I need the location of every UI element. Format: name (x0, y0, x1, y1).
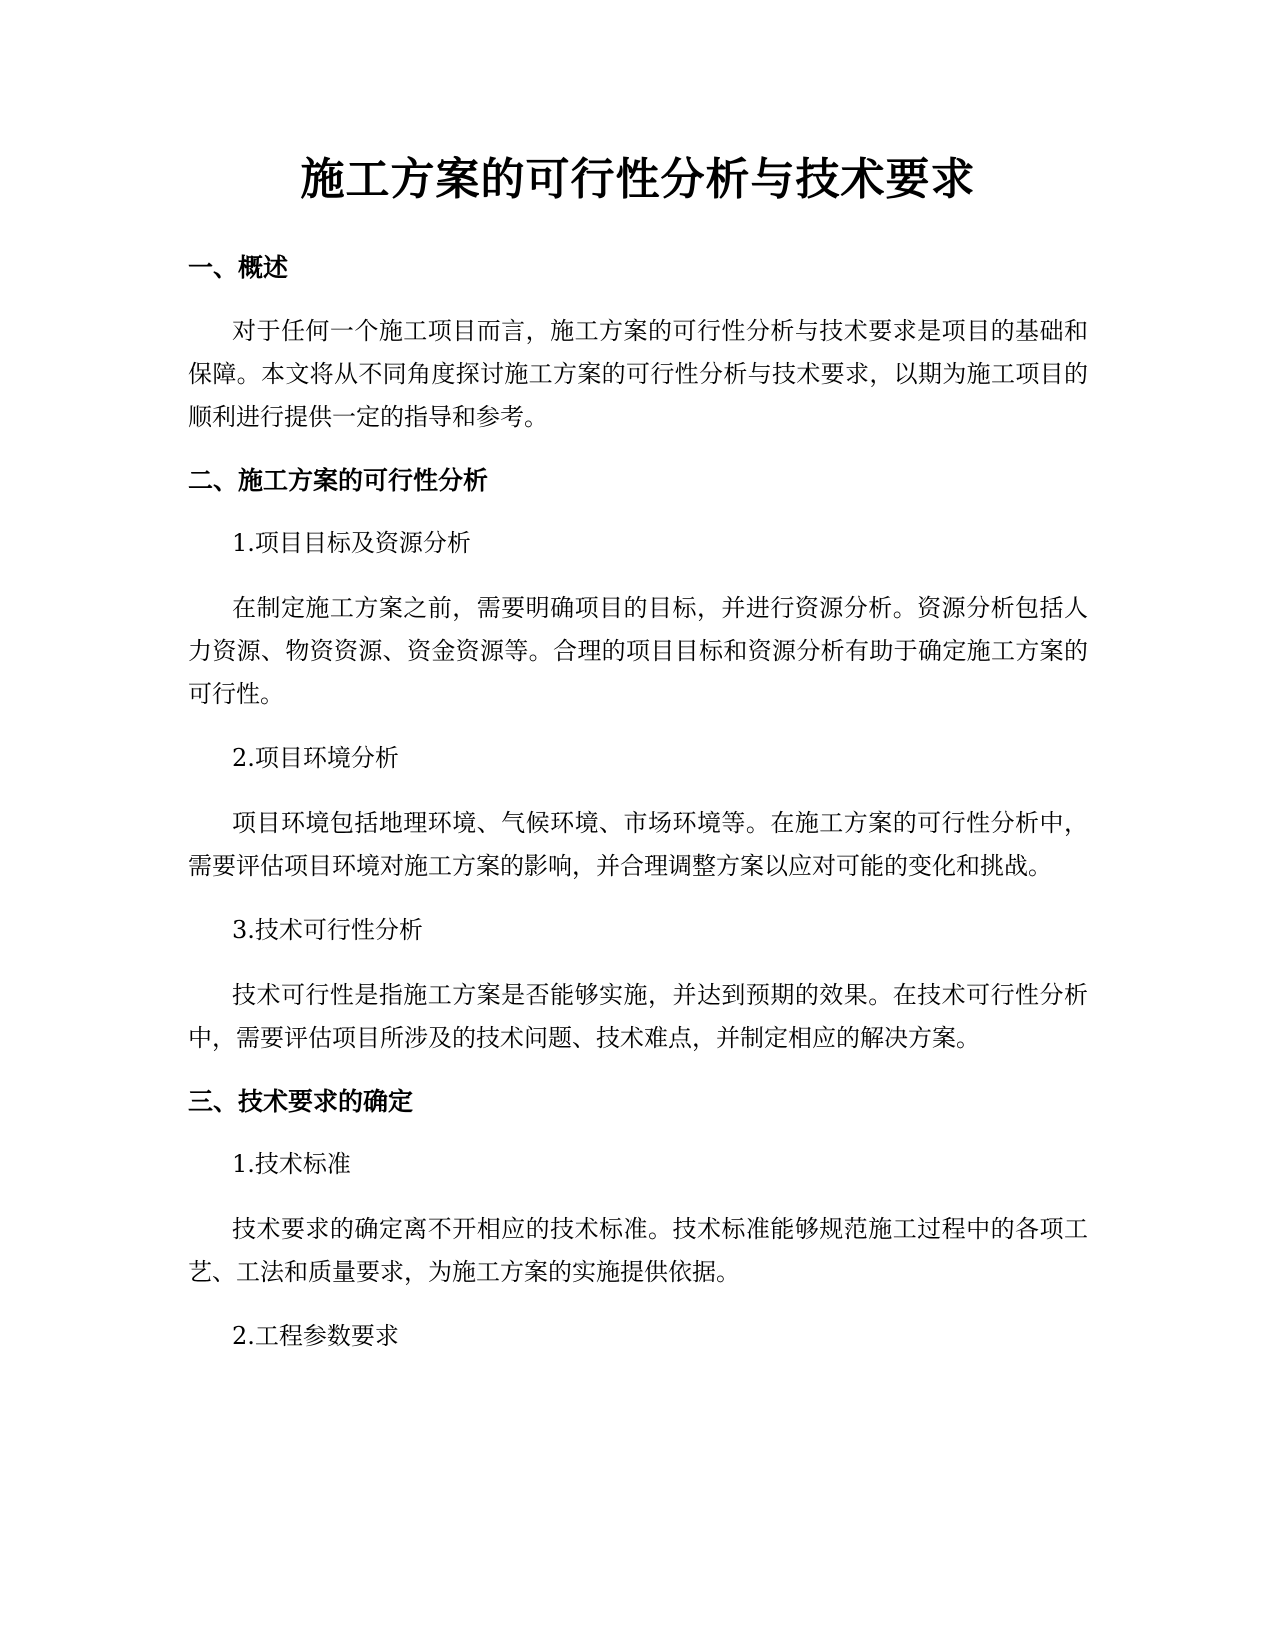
subsection-text-goals-resources: 在制定施工方案之前，需要明确项目的目标，并进行资源分析。资源分析包括人力资源、物资资源、资金资源等。合理的项目目标和资源分析有助于确定施工方案的可行性。 (188, 594, 1088, 708)
subsection-title-technical-feasibility: 3.技术可行性分析 (232, 916, 423, 944)
document-title: 施工方案的可行性分析与技术要求 (300, 154, 976, 205)
subsection-title-environment: 2.项目环境分析 (232, 744, 399, 772)
subsection-text-environment: 项目环境包括地理环境、气候环境、市场环境等。在施工方案的可行性分析中，需要评估项目环境对施工方案的影响，并合理调整方案以应对可能的变化和挑战。 (188, 809, 1088, 880)
section-heading-feasibility: 二、施工方案的可行性分析 (188, 466, 489, 495)
document-content (188, 150, 1088, 1380)
section-heading-overview: 一、概述 (188, 253, 289, 282)
subsection-title-technical-standards: 1.技术标准 (232, 1150, 351, 1178)
subsection-title-goals-resources: 1.项目目标及资源分析 (232, 529, 471, 557)
overview-paragraph: 对于任何一个施工项目而言，施工方案的可行性分析与技术要求是项目的基础和保障。本文将从不同角度探讨施工方案的可行性分析与技术要求，以期为施工项目的顺利进行提供一定的指导和参考。 (188, 317, 1088, 431)
subsection-title-engineering-parameters: 2.工程参数要求 (232, 1322, 399, 1350)
subsection-text-technical-standards: 技术要求的确定离不开相应的技术标准。技术标准能够规范施工过程中的各项工艺、工法和质量要求，为施工方案的实施提供依据。 (188, 1215, 1088, 1286)
subsection-text-technical-feasibility: 技术可行性是指施工方案是否能够实施，并达到预期的效果。在技术可行性分析中，需要评估项目所涉及的技术问题、技术难点，并制定相应的解决方案。 (188, 981, 1088, 1052)
section-heading-technical-requirements: 三、技术要求的确定 (188, 1087, 414, 1116)
